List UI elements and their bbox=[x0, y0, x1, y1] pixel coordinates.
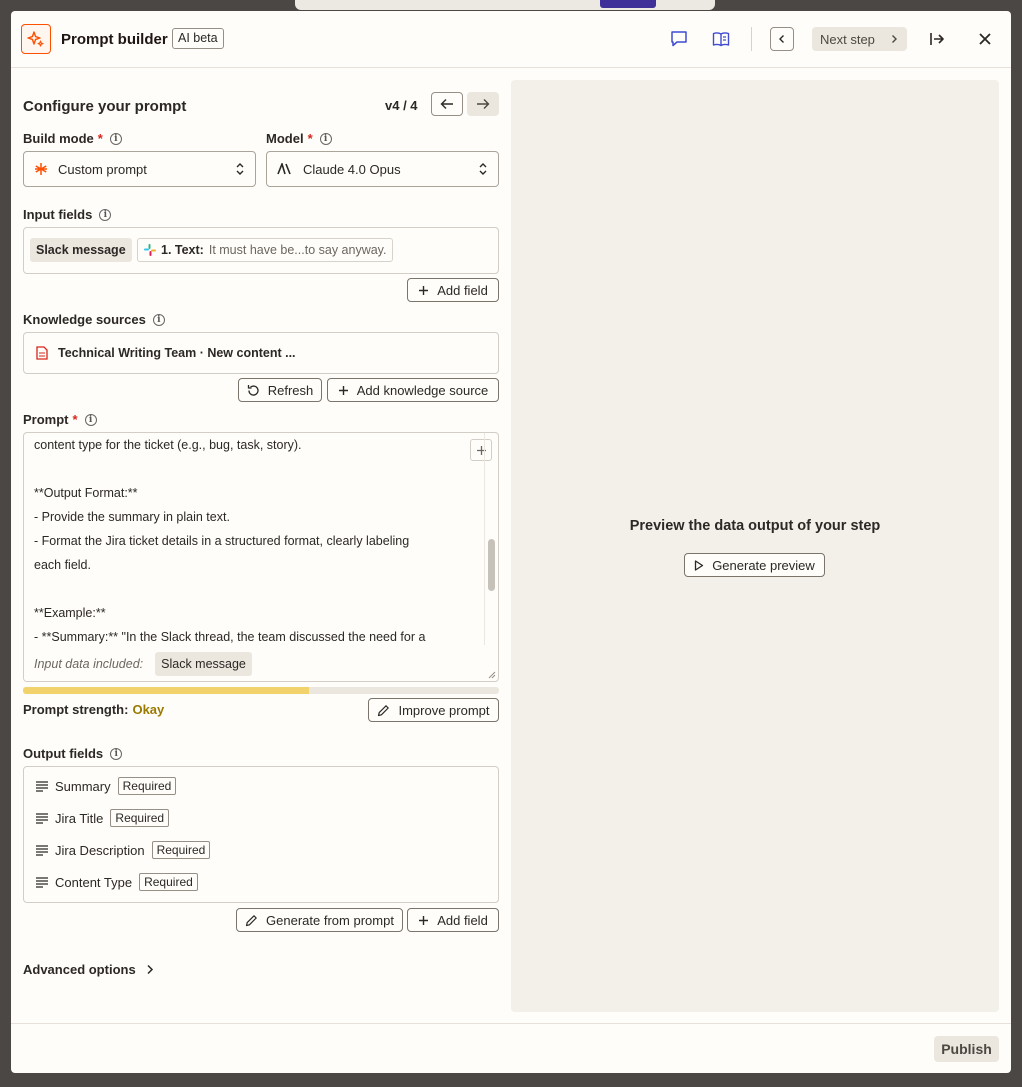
input-field-value-chip[interactable]: 1. Text: It must have be...to say anyway. bbox=[137, 238, 393, 262]
prompt-builder-modal bbox=[11, 11, 1011, 1073]
text-lines-icon bbox=[36, 845, 48, 856]
chevron-updown-icon bbox=[478, 161, 488, 177]
prompt-strength-value: Okay bbox=[132, 702, 165, 717]
configure-title: Configure your prompt bbox=[23, 98, 187, 115]
text-lines-icon bbox=[36, 781, 48, 792]
prompt-line: - Provide the summary in plain text. bbox=[34, 510, 230, 524]
prompt-strength-text: Prompt strength: Okay bbox=[23, 702, 165, 717]
generate-from-prompt-button[interactable]: Generate from prompt bbox=[236, 908, 403, 932]
prompt-line: - Format the Jira ticket details in a structured format, clearly labeling bbox=[34, 534, 410, 548]
modal-header bbox=[11, 11, 1011, 68]
model-select[interactable] bbox=[266, 151, 499, 187]
info-icon[interactable]: i bbox=[99, 209, 111, 221]
refresh-knowledge-button[interactable]: Refresh bbox=[238, 378, 322, 402]
preview-title: Preview the data output of your step bbox=[629, 518, 881, 534]
required-badge: Required bbox=[152, 841, 211, 859]
input-field-name-chip[interactable]: Slack message bbox=[30, 238, 132, 262]
text-lines-icon bbox=[36, 877, 48, 888]
document-icon bbox=[36, 346, 48, 360]
anthropic-logo-icon bbox=[277, 163, 293, 175]
prompt-line: each field. bbox=[34, 558, 91, 572]
chevron-right-icon bbox=[146, 964, 154, 975]
previous-step-button[interactable] bbox=[770, 27, 794, 51]
arrow-right-icon bbox=[476, 98, 490, 110]
model-label: Model * i bbox=[266, 131, 332, 146]
required-badge: Required bbox=[110, 809, 169, 827]
prompt-strength-bar bbox=[23, 687, 499, 694]
generate-preview-button[interactable]: Generate preview bbox=[684, 553, 825, 577]
plus-icon bbox=[418, 285, 429, 296]
preview-panel bbox=[511, 80, 999, 1012]
beta-badge: AI beta bbox=[172, 28, 224, 49]
build-mode-value: Custom prompt bbox=[58, 161, 147, 177]
collapse-panel-icon[interactable] bbox=[924, 26, 950, 52]
chevron-right-icon bbox=[889, 34, 899, 44]
build-mode-label: Build mode * i bbox=[23, 131, 122, 146]
next-step-label: Next step bbox=[820, 31, 875, 47]
required-badge: Required bbox=[118, 777, 177, 795]
configure-panel bbox=[11, 68, 511, 1023]
close-icon[interactable] bbox=[972, 26, 998, 52]
build-mode-select[interactable] bbox=[23, 151, 256, 187]
next-step-button[interactable] bbox=[812, 27, 907, 51]
previous-version-button[interactable] bbox=[431, 92, 463, 116]
info-icon[interactable]: i bbox=[110, 748, 122, 760]
info-icon[interactable]: i bbox=[110, 133, 122, 145]
plus-icon bbox=[338, 385, 349, 396]
slack-icon bbox=[144, 244, 156, 256]
info-icon[interactable]: i bbox=[85, 414, 97, 426]
info-icon[interactable]: i bbox=[320, 133, 332, 145]
add-knowledge-source-button[interactable]: Add knowledge source bbox=[327, 378, 499, 402]
arrow-left-icon bbox=[440, 98, 454, 110]
advanced-options-toggle[interactable]: Advanced options bbox=[23, 962, 154, 977]
asterisk-icon bbox=[34, 162, 48, 176]
input-fields-label: Input fields i bbox=[23, 207, 111, 222]
modal-title: Prompt builder bbox=[61, 31, 168, 48]
resize-handle-icon[interactable] bbox=[488, 671, 496, 679]
chevron-updown-icon bbox=[235, 161, 245, 177]
output-field-row[interactable]: Jira Title Required bbox=[36, 809, 169, 827]
text-lines-icon bbox=[36, 813, 48, 824]
ai-sparkle-icon bbox=[21, 24, 51, 54]
prompt-line: - **Summary:** "In the Slack thread, the team discussed the need for a bbox=[34, 630, 426, 644]
pencil-icon bbox=[377, 704, 390, 717]
required-badge: Required bbox=[139, 873, 198, 891]
output-field-row[interactable]: Content Type Required bbox=[36, 873, 198, 891]
plus-icon bbox=[418, 915, 429, 926]
chevron-left-icon bbox=[777, 34, 787, 44]
prompt-strength-fill bbox=[23, 687, 309, 694]
pencil-icon bbox=[245, 914, 258, 927]
input-data-chip: Slack message bbox=[155, 652, 252, 676]
prompt-line: **Output Format:** bbox=[34, 486, 138, 500]
modal-footer bbox=[11, 1023, 1011, 1073]
feedback-icon[interactable] bbox=[666, 26, 692, 52]
play-icon bbox=[694, 560, 704, 571]
prompt-text[interactable] bbox=[34, 433, 474, 649]
output-field-row[interactable]: Jira Description Required bbox=[36, 841, 210, 859]
output-fields-box bbox=[23, 766, 499, 903]
version-indicator: v4 / 4 bbox=[385, 98, 418, 113]
prompt-line bbox=[34, 577, 474, 601]
prompt-editor[interactable] bbox=[23, 432, 499, 682]
input-fields-box[interactable] bbox=[23, 227, 499, 274]
add-output-field-button[interactable]: Add field bbox=[407, 908, 499, 932]
improve-prompt-button[interactable]: Improve prompt bbox=[368, 698, 499, 722]
background-banner bbox=[295, 0, 715, 10]
model-value: Claude 4.0 Opus bbox=[303, 161, 401, 177]
output-fields-label: Output fields i bbox=[23, 746, 122, 761]
prompt-line: content type for the ticket (e.g., bug, task, story). bbox=[34, 438, 302, 452]
info-icon[interactable]: i bbox=[153, 314, 165, 326]
input-data-included-row: Input data included: Slack message bbox=[24, 645, 484, 682]
prompt-line: **Example:** bbox=[34, 606, 106, 620]
add-input-field-button[interactable]: Add field bbox=[407, 278, 499, 302]
prompt-scrollbar-thumb[interactable] bbox=[488, 539, 495, 591]
prompt-line bbox=[34, 457, 474, 481]
refresh-icon bbox=[247, 384, 260, 397]
docs-book-icon[interactable] bbox=[708, 26, 734, 52]
output-field-row[interactable]: Summary Required bbox=[36, 777, 176, 795]
publish-button[interactable]: Publish bbox=[934, 1036, 999, 1062]
next-version-button[interactable] bbox=[467, 92, 499, 116]
knowledge-sources-label: Knowledge sources i bbox=[23, 312, 165, 327]
prompt-label: Prompt * i bbox=[23, 412, 97, 427]
knowledge-source-name: Technical Writing Team · New content ... bbox=[58, 346, 296, 360]
knowledge-source-item[interactable] bbox=[23, 332, 499, 374]
header-divider bbox=[751, 27, 752, 51]
